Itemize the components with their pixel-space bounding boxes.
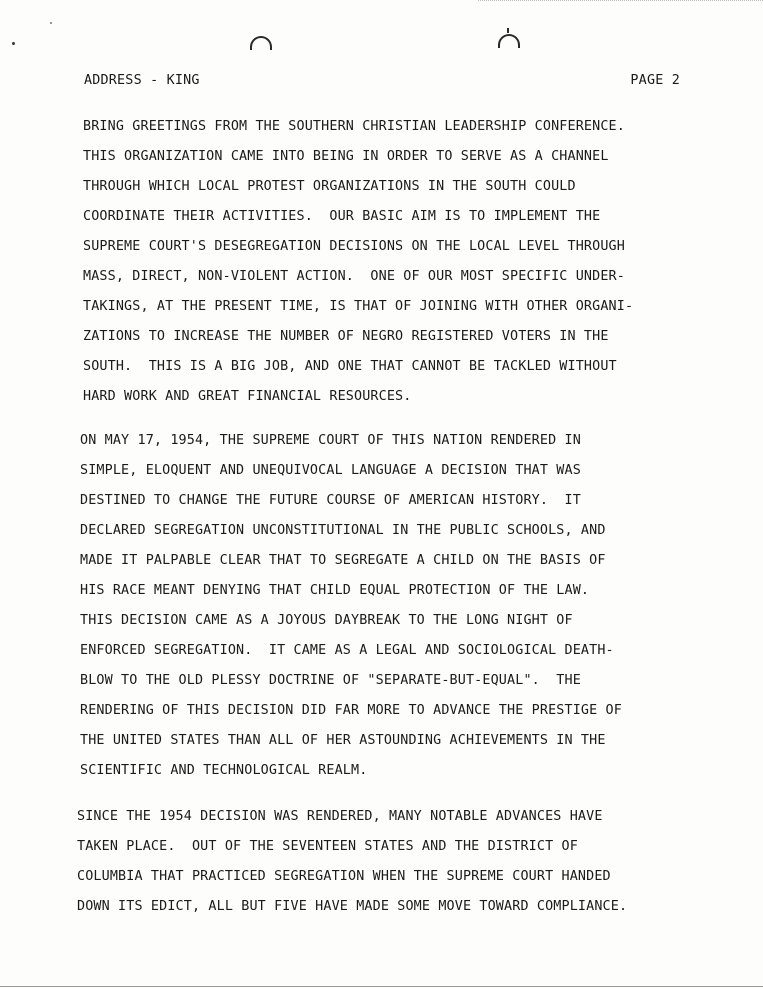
text-line: TAKINGS, AT THE PRESENT TIME, IS THAT OF JOINING WITH OTHER ORGANI- (83, 299, 634, 314)
text-line: RENDERING OF THIS DECISION DID FAR MORE TO ADVANCE THE PRESTIGE OF (80, 703, 622, 718)
scan-speck (12, 42, 15, 45)
paragraph-2 (80, 426, 622, 786)
binder-hole-tick (507, 28, 509, 33)
text-line: SCIENTIFIC AND TECHNOLOGICAL REALM. (80, 763, 368, 778)
bottom-edge-line (0, 986, 763, 987)
text-line: SUPREME COURT'S DESEGREGATION DECISIONS ON THE LOCAL LEVEL THROUGH (83, 239, 625, 254)
page-number: PAGE 2 (630, 73, 680, 88)
text-line: ON MAY 17, 1954, THE SUPREME COURT OF THIS NATION RENDERED IN (80, 433, 581, 448)
header-title: ADDRESS - KING (84, 73, 200, 88)
text-line: SINCE THE 1954 DECISION WAS RENDERED, MANY NOTABLE ADVANCES HAVE (77, 809, 603, 824)
text-line: DOWN ITS EDICT, ALL BUT FIVE HAVE MADE SOME MOVE TOWARD COMPLIANCE. (77, 899, 628, 914)
text-line: ZATIONS TO INCREASE THE NUMBER OF NEGRO REGISTERED VOTERS IN THE (83, 329, 609, 344)
paragraph-3 (77, 802, 627, 922)
text-line: MASS, DIRECT, NON-VIOLENT ACTION. ONE OF OUR MOST SPECIFIC UNDER- (83, 269, 625, 284)
text-line: MADE IT PALPABLE CLEAR THAT TO SEGREGATE A CHILD ON THE BASIS OF (80, 553, 606, 568)
binder-hole-mark-right (498, 34, 520, 48)
text-line: HIS RACE MEANT DENYING THAT CHILD EQUAL PROTECTION OF THE LAW. (80, 583, 590, 598)
text-line: COLUMBIA THAT PRACTICED SEGREGATION WHEN THE SUPREME COURT HANDED (77, 869, 611, 884)
binder-hole-mark-left (250, 36, 272, 50)
text-line: COORDINATE THEIR ACTIVITIES. OUR BASIC AIM IS TO IMPLEMENT THE (83, 209, 601, 224)
page-header (84, 73, 680, 93)
text-line: THIS DECISION CAME AS A JOYOUS DAYBREAK TO THE LONG NIGHT OF (80, 613, 573, 628)
text-line: THE UNITED STATES THAN ALL OF HER ASTOUNDING ACHIEVEMENTS IN THE (80, 733, 606, 748)
text-line: THROUGH WHICH LOCAL PROTEST ORGANIZATIONS IN THE SOUTH COULD (83, 179, 576, 194)
text-line: SOUTH. THIS IS A BIG JOB, AND ONE THAT CANNOT BE TACKLED WITHOUT (83, 359, 617, 374)
scan-speck (50, 22, 52, 24)
paragraph-1 (83, 112, 633, 412)
text-line: DESTINED TO CHANGE THE FUTURE COURSE OF AMERICAN HISTORY. IT (80, 493, 581, 508)
top-edge-dotted-line (478, 0, 763, 3)
text-line: DECLARED SEGREGATION UNCONSTITUTIONAL IN THE PUBLIC SCHOOLS, AND (80, 523, 606, 538)
text-line: BLOW TO THE OLD PLESSY DOCTRINE OF "SEPARATE-BUT-EQUAL". THE (80, 673, 581, 688)
text-line: SIMPLE, ELOQUENT AND UNEQUIVOCAL LANGUAGE A DECISION THAT WAS (80, 463, 581, 478)
text-line: THIS ORGANIZATION CAME INTO BEING IN ORDER TO SERVE AS A CHANNEL (83, 149, 609, 164)
text-line: HARD WORK AND GREAT FINANCIAL RESOURCES. (83, 389, 412, 404)
text-line: ENFORCED SEGREGATION. IT CAME AS A LEGAL AND SOCIOLOGICAL DEATH- (80, 643, 614, 658)
text-line: BRING GREETINGS FROM THE SOUTHERN CHRISTIAN LEADERSHIP CONFERENCE. (83, 119, 625, 134)
text-line: TAKEN PLACE. OUT OF THE SEVENTEEN STATES AND THE DISTRICT OF (77, 839, 578, 854)
